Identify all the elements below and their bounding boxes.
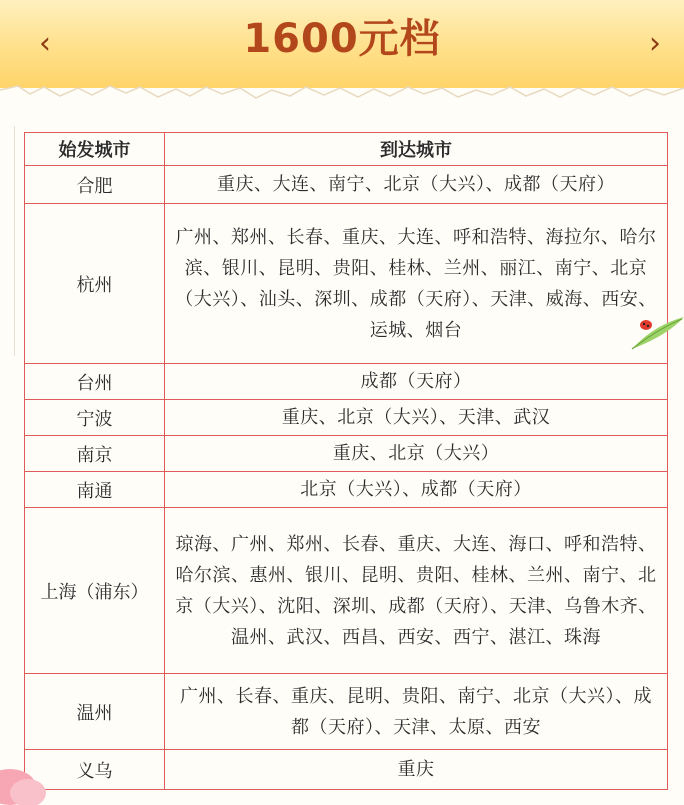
destination-cities: 重庆、大连、南宁、北京（大兴）、成都（天府）: [165, 166, 668, 204]
origin-city: 宁波: [25, 400, 165, 436]
origin-city: 温州: [25, 674, 165, 750]
table-row: [25, 508, 668, 674]
destination-cities: 琼海、广州、郑州、长春、重庆、大连、海口、呼和浩特、哈尔滨、惠州、银川、昆明、贵阳、桂林、兰州、南宁、北京（大兴）、沈阳、深圳、成都（天府）、天津、乌鲁木齐、温州、武汉、西昌、西安、西宁、湛江、珠海: [165, 508, 668, 674]
origin-city: 杭州: [25, 204, 165, 364]
table-row: [25, 204, 668, 364]
destination-cities: 重庆、北京（大兴）、天津、武汉: [165, 400, 668, 436]
table-header-row: [25, 133, 668, 166]
table-row: [25, 472, 668, 508]
origin-city: 合肥: [25, 166, 165, 204]
destination-cities: 重庆: [165, 750, 668, 790]
destination-cities: 成都（天府）: [165, 364, 668, 400]
table-row: [25, 674, 668, 750]
leaf-ladybug-decoration: [624, 305, 684, 355]
header-destination: 到达城市: [165, 133, 668, 166]
destination-cities: 广州、郑州、长春、重庆、大连、呼和浩特、海拉尔、哈尔滨、银川、昆明、贵阳、桂林、兰州、丽江、南宁、北京（大兴）、汕头、深圳、成都（天府）、天津、威海、西安、运城、烟台: [165, 204, 668, 364]
origin-city: 南通: [25, 472, 165, 508]
table-row: [25, 166, 668, 204]
flower-decoration: [0, 757, 60, 805]
decorative-rule: [14, 126, 15, 356]
table-row: [25, 436, 668, 472]
header-origin: 始发城市: [25, 133, 165, 166]
chevron-right-icon[interactable]: ›: [649, 26, 661, 61]
origin-city: 上海（浦东）: [25, 508, 165, 674]
table-row: [25, 400, 668, 436]
origin-city: 义乌: [25, 750, 165, 790]
chevron-left-icon[interactable]: ‹: [39, 26, 51, 61]
origin-city: 台州: [25, 364, 165, 400]
table-row: [25, 750, 668, 790]
destination-cities: 广州、长春、重庆、昆明、贵阳、南宁、北京（大兴）、成都（天府）、天津、太原、西安: [165, 674, 668, 750]
destination-cities: 重庆、北京（大兴）: [165, 436, 668, 472]
torn-paper-edge: [0, 84, 684, 110]
table-row: [25, 364, 668, 400]
origin-city: 南京: [25, 436, 165, 472]
page-title: 1600元档: [243, 16, 441, 62]
header-banner: [0, 0, 684, 88]
routes-table: [24, 132, 668, 790]
destination-cities: 北京（大兴）、成都（天府）: [165, 472, 668, 508]
